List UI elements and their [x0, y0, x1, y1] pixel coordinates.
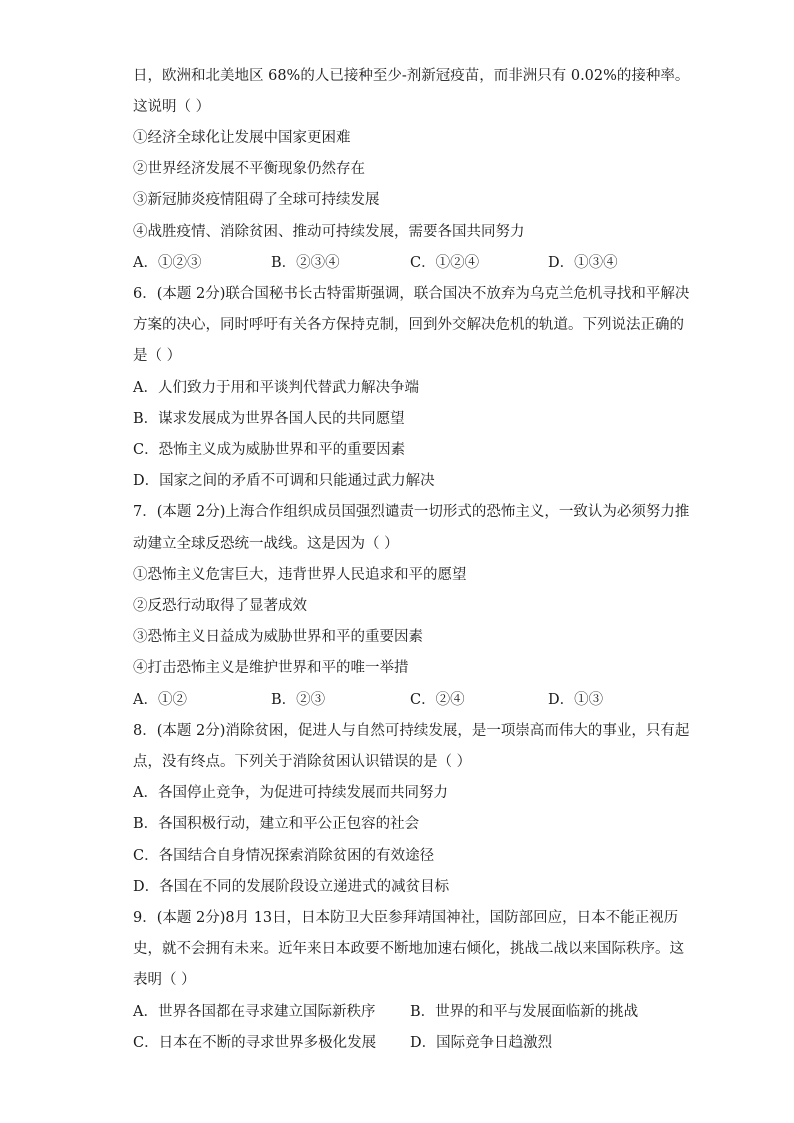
- q6-option-b: B．谋求发展成为世界各国人民的共同愿望: [133, 411, 405, 427]
- q8-stem-line2: 点，没有终点。下列关于消除贫困认识错误的是（ ）: [133, 754, 472, 770]
- q7-option-b: B．②③: [271, 692, 326, 708]
- q9-option-b: B．世界的和平与发展面临新的挑战: [410, 1004, 639, 1020]
- q9-option-c: C．日本在不断的寻求世界多极化发展: [133, 1035, 377, 1051]
- q7-option-a: A．①②: [133, 692, 187, 708]
- q6-option-d: D．国家之间的矛盾不可调和只能通过武力解决: [133, 473, 435, 489]
- q7-stem-line2: 动建立全球反恐统一战线。这是因为（ ）: [133, 536, 399, 552]
- q5-option-d: D．①③④: [548, 255, 618, 271]
- q6-stem-line2: 方案的决心，同时呼吁有关各方保持克制，回到外交解决危机的轨道。下列说法正确的: [133, 317, 684, 333]
- q9-option-d: D．国际竞争日趋激烈: [410, 1035, 553, 1051]
- q9-stem-line1: 9．(本题 2分)8月 13日，日本防卫大臣参拜靖国神社，国防部回应，日本不能正视历: [133, 910, 679, 926]
- q8-option-c: C．各国结合自身情况探索消除贫困的有效途径: [133, 848, 435, 864]
- q6-option-c: C．恐怖主义成为威胁世界和平的重要因素: [133, 442, 406, 458]
- q5-item-1: ①经济全球化让发展中国家更困难: [133, 130, 351, 146]
- q7-item-1: ①恐怖主义危害巨大，违背世界人民追求和平的愿望: [133, 567, 467, 583]
- q9-stem-line2: 史，就不会拥有未来。近年来日本政要不断地加速右倾化，挑战二战以来国际秩序。这: [133, 941, 684, 957]
- q6-stem-line3: 是（ ）: [133, 348, 182, 364]
- q5-option-c: C．①②④: [410, 255, 480, 271]
- q6-option-a: A．人们致力于用和平谈判代替武力解决争端: [133, 380, 419, 396]
- q6-stem-line1: 6．(本题 2分)联合国秘书长古特雷斯强调，联合国决不放弃为乌克兰危机寻找和平解决: [133, 286, 690, 302]
- q7-option-d: D．①③: [548, 692, 604, 708]
- q5-item-2: ②世界经济发展不平衡现象仍然存在: [133, 161, 365, 177]
- q7-item-2: ②反恐行动取得了显著成效: [133, 598, 307, 614]
- q7-item-3: ③恐怖主义日益成为威胁世界和平的重要因素: [133, 629, 423, 645]
- q7-option-c: C．②④: [410, 692, 465, 708]
- q8-option-a: A．各国停止竞争，为促进可持续发展而共同努力: [133, 785, 448, 801]
- q8-option-d: D．各国在不同的发展阶段设立递进式的减贫目标: [133, 879, 450, 895]
- q8-stem-line1: 8．(本题 2分)消除贫困，促进人与自然可持续发展，是一项崇高而伟大的事业，只有起: [133, 723, 690, 739]
- q5-option-a: A．①②③: [133, 255, 202, 271]
- q9-stem-line3: 表明（ ）: [133, 972, 196, 988]
- q5-item-4: ④战胜疫情、消除贫困、推动可持续发展，需要各国共同努力: [133, 224, 525, 240]
- q7-stem-line1: 7．(本题 2分)上海合作组织成员国强烈谴责一切形式的恐怖主义，一致认为必须努力推: [133, 504, 690, 520]
- q8-option-b: B．各国积极行动，建立和平公正包容的社会: [133, 816, 420, 832]
- q7-item-4: ④打击恐怖主义是维护世界和平的唯一举措: [133, 660, 409, 676]
- q5-stem-line2: 这说明（ ）: [133, 99, 211, 115]
- q5-item-3: ③新冠肺炎疫情阻碍了全球可持续发展: [133, 192, 380, 208]
- q9-option-a: A．世界各国都在寻求建立国际新秩序: [133, 1004, 376, 1020]
- q5-stem-line1: 日，欧洲和北美地区 68%的人已接种至少-剂新冠疫苗，而非洲只有 0.02%的接种率。: [133, 68, 690, 84]
- q5-option-b: B．②③④: [271, 255, 340, 271]
